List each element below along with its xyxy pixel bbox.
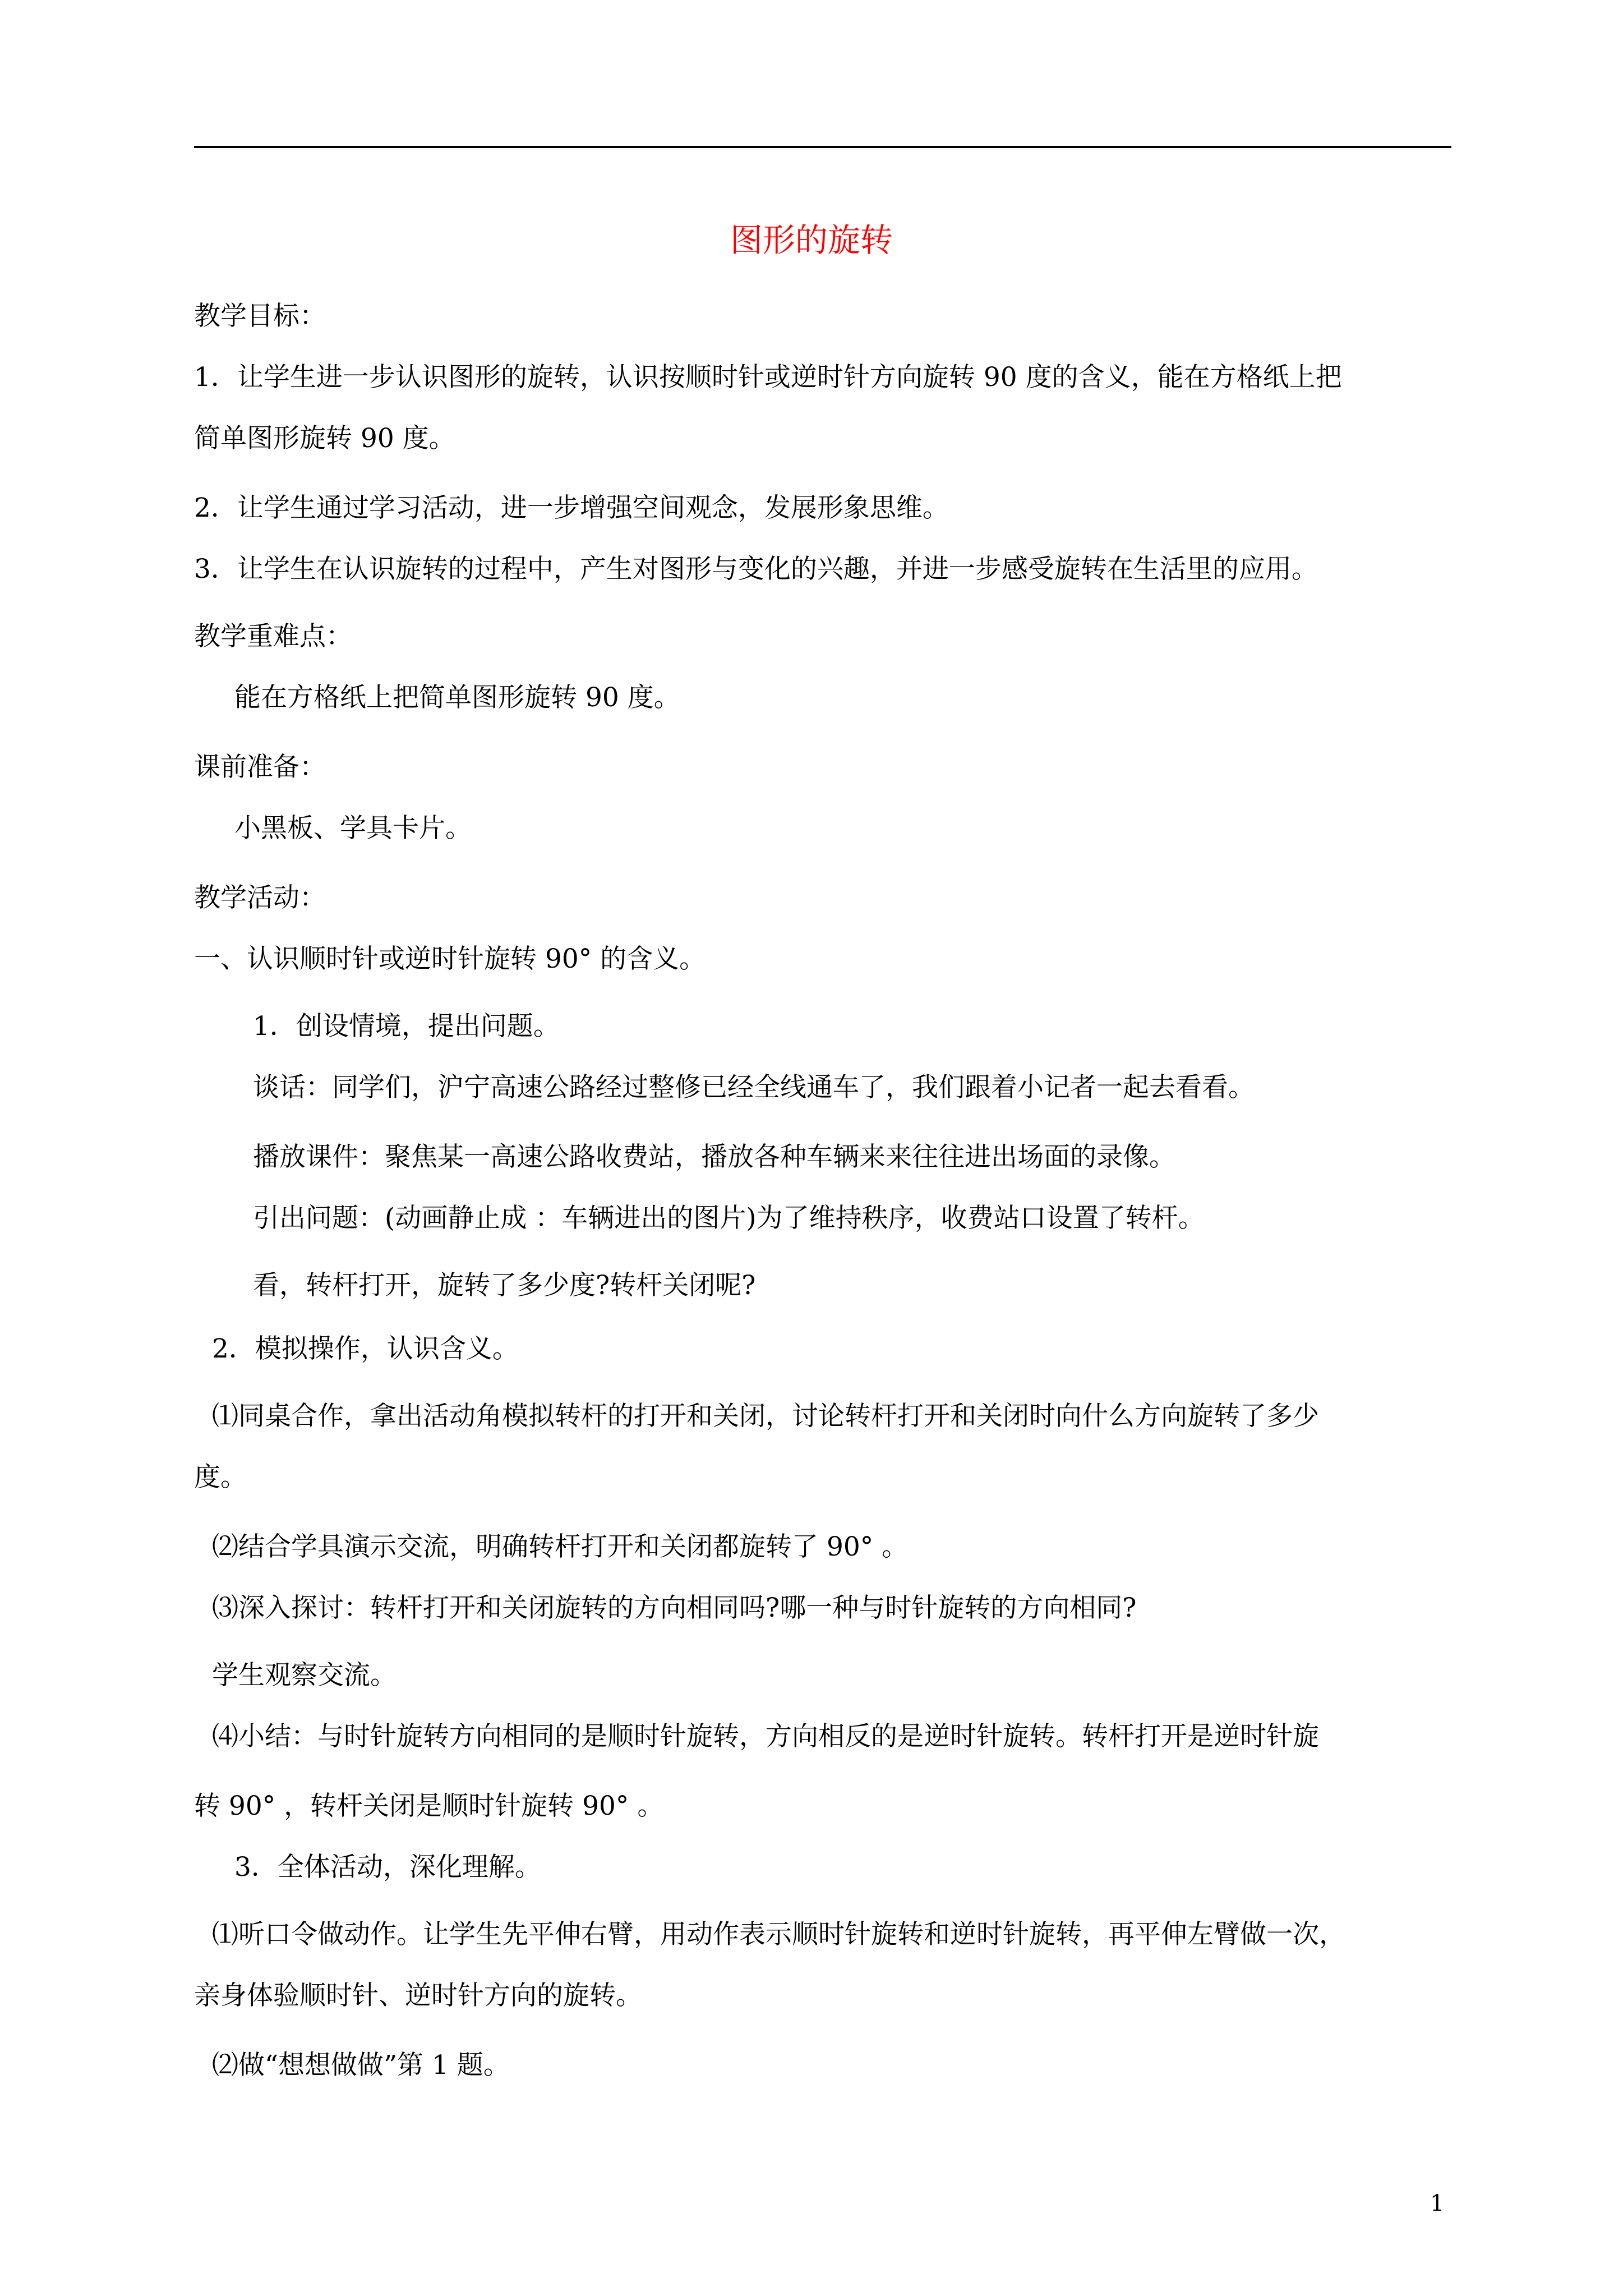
text-line: ⑵做“想想做做”第 1 题。 [212,2050,510,2081]
text-line: ⑵结合学具演示交流，明确转杆打开和关闭都旋转了 90° 。 [212,1531,909,1562]
page-number: 1 [1430,2191,1445,2216]
text-line: 看，转杆打开，旋转了多少度?转杆关闭呢? [253,1270,756,1301]
text-line: 教学目标： [194,301,326,332]
text-line: 亲身体验顺时针、逆时针方向的旋转。 [194,1980,642,2011]
text-line: 一、认识顺时针或逆时针旋转 90° 的含义。 [194,944,706,974]
text-line: 谈话：同学们，沪宁高速公路经过整修已经全线通车了，我们跟着小记者一起去看看。 [253,1072,1255,1103]
text-line: 小黑板、学具卡片。 [234,813,472,844]
text-line: ⑷小结：与时针旋转方向相同的是顺时针旋转，方向相反的是逆时针旋转。转杆打开是逆时针旋 [212,1721,1319,1752]
text-line: 3．全体活动，深化理解。 [234,1852,541,1883]
text-line: 课前准备： [194,752,326,783]
text-line: ⑶深入探讨：转杆打开和关闭旋转的方向相同吗?哪一种与时针旋转的方向相同? [212,1593,1137,1623]
text-line: 简单图形旋转 90 度。 [194,423,455,454]
text-line: 教学重难点： [194,621,352,652]
text-line: ⑴同桌合作，拿出活动角模拟转杆的打开和关闭，讨论转杆打开和关闭时向什么方向旋转了多少 [212,1401,1319,1432]
page-title: 图形的旋转 [730,221,893,259]
text-line: 能在方格纸上把简单图形旋转 90 度。 [234,682,680,713]
text-line: 学生观察交流。 [212,1660,396,1691]
text-line: 播放课件：聚焦某一高速公路收费站，播放各种车辆来来往往进出场面的录像。 [253,1142,1175,1172]
text-line: 1．让学生进一步认识图形的旋转，认识按顺时针或逆时针方向旋转 90 度的含义，能在方格纸上把 [194,362,1342,393]
text-line: ⑴听口令做动作。让学生先平伸右臂，用动作表示顺时针旋转和逆时针旋转，再平伸左臂做一次， [212,1919,1345,1950]
text-line: 2．模拟操作，认识含义。 [212,1333,519,1364]
text-line: 3．让学生在认识旋转的过程中，产生对图形与变化的兴趣，并进一步感受旋转在生活里的应用。 [194,554,1318,585]
text-line: 教学活动： [194,882,326,913]
text-line: 转 90° ，转杆关闭是顺时针旋转 90° 。 [194,1791,664,1821]
text-line: 2．让学生通过学习活动，进一步增强空间观念，发展形象思维。 [194,493,949,523]
text-line: 1．创设情境，提出问题。 [253,1011,560,1042]
text-line: 引出问题：(动画静止成 ：车辆进出的图片)为了维持秩序，收费站口设置了转杆。 [253,1203,1205,1234]
text-line: 度。 [194,1462,247,1493]
header-rule [194,146,1451,148]
